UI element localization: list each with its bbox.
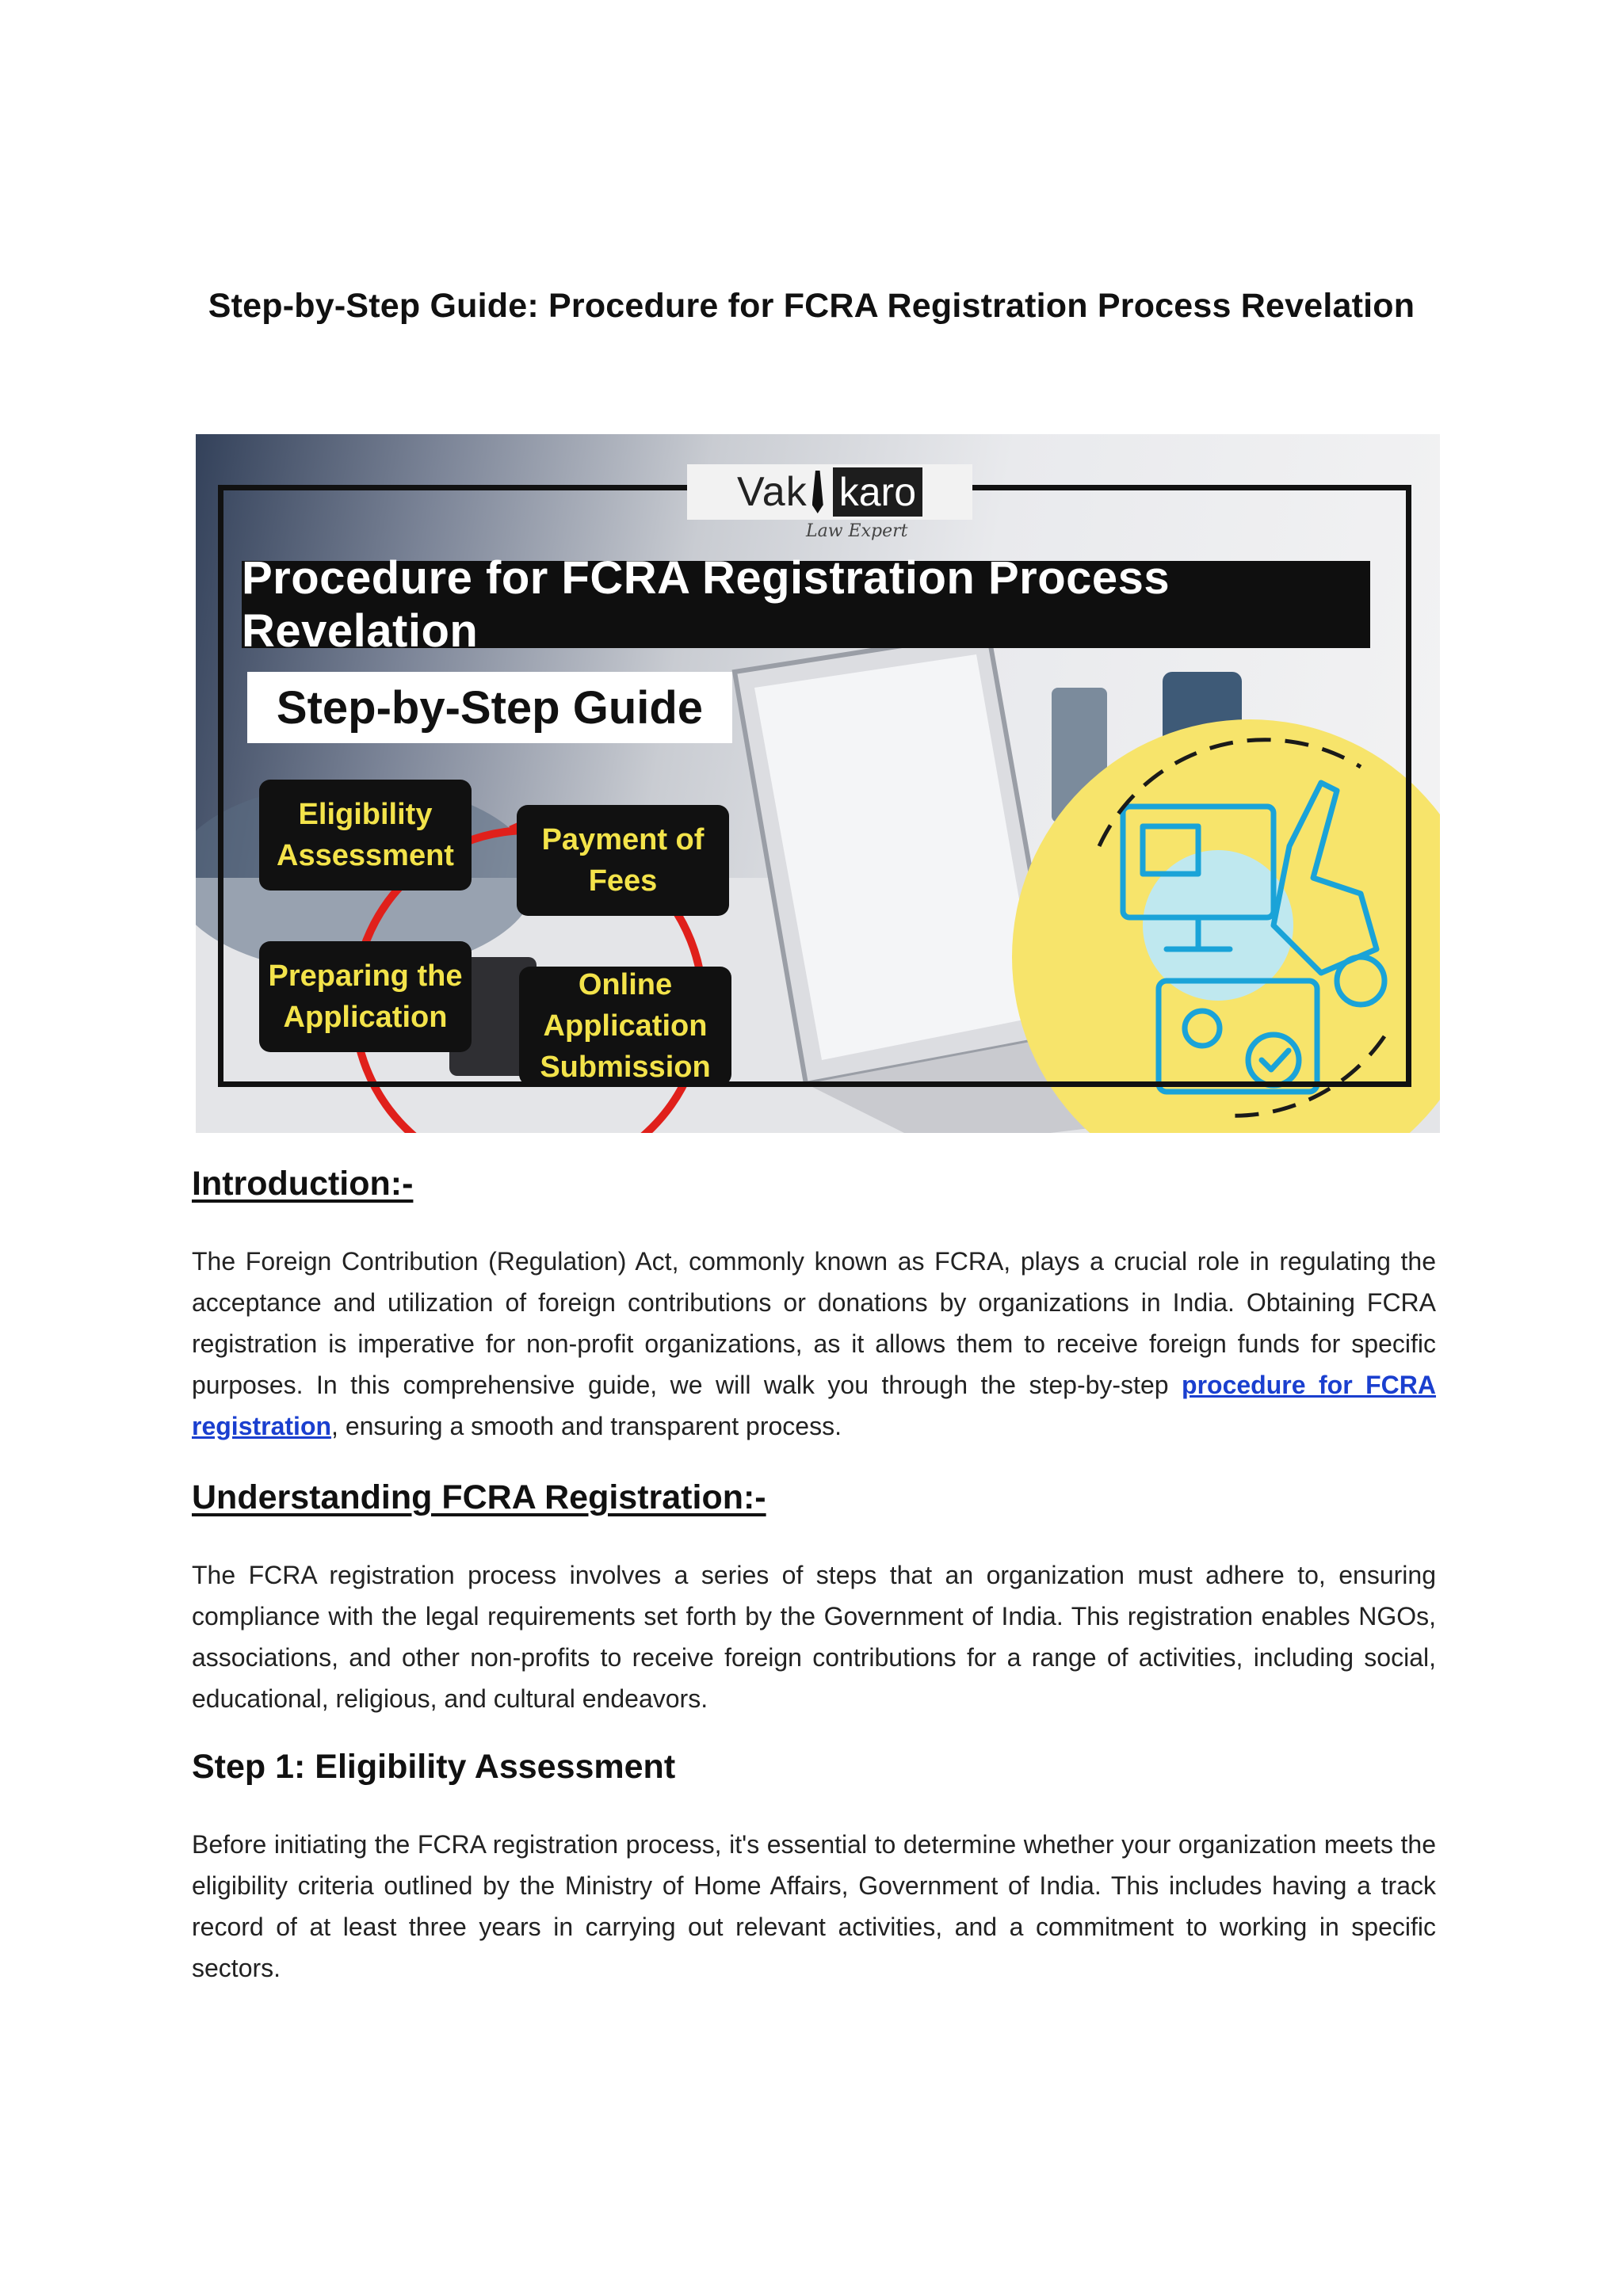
step-online-application-submission: Online Application Submission: [519, 967, 731, 1085]
vakilkaro-logo: [687, 464, 972, 520]
step1-heading: Step 1: Eligibility Assessment: [192, 1748, 676, 1786]
logo-text-left: Vak: [736, 469, 808, 515]
step-eligibility-assessment: Eligibility Assessment: [259, 780, 472, 891]
step-preparing-application: Preparing the Application: [259, 941, 472, 1052]
intro-heading: Introduction:-: [192, 1165, 414, 1203]
logo-text-right: karo: [833, 467, 922, 517]
intro-text-after-link: , ensuring a smooth and transparent process.: [331, 1412, 842, 1440]
step-payment-of-fees: Payment of Fees: [517, 805, 729, 916]
intro-text-before-link: The Foreign Contribution (Regulation) Act, commonly known as FCRA, plays a crucial role in regulating the acceptance and utilization of foreign contributions or donations by organizations in India. Obtaining FCRA registration is imperative for non-profit organizations, as it allows them to receive foreign funds for specific purposes. In this comprehensive guide, we will walk you through the step-by-step: [192, 1247, 1436, 1399]
logo-tagline: Law Expert: [806, 521, 908, 541]
banner-heading: Procedure for FCRA Registration Process Revelation: [242, 561, 1370, 648]
step1-paragraph: Before initiating the FCRA registration process, it's essential to determine whether your organization meets the eligibility criteria outlined by the Ministry of Home Affairs, Government of India. This includes having a track record of at least three years in carrying out relevant activities, and a commitment to working in specific sectors.: [192, 1830, 1436, 1982]
fcra-procedure-link[interactable]: procedure for FCRA registration: [192, 1371, 1437, 1440]
understanding-heading: Understanding FCRA Registration:-: [192, 1478, 766, 1516]
understanding-paragraph: The FCRA registration process involves a series of steps that an organization must adhere to, ensuring compliance with the legal requirements set forth by the Government of India. This registration enables NGOs, associations, and other non-profits to receive foreign contributions for a range of activities, including social, educational, religious, and cultural endeavors.: [192, 1561, 1436, 1713]
intro-paragraph: [192, 1241, 1436, 1447]
banner-image: [196, 434, 1440, 1133]
banner-subheading: Step-by-Step Guide: [247, 672, 732, 743]
tie-icon: [812, 471, 823, 513]
page-title: Step-by-Step Guide: Procedure for FCRA Registration Process Revelation: [208, 287, 1415, 325]
